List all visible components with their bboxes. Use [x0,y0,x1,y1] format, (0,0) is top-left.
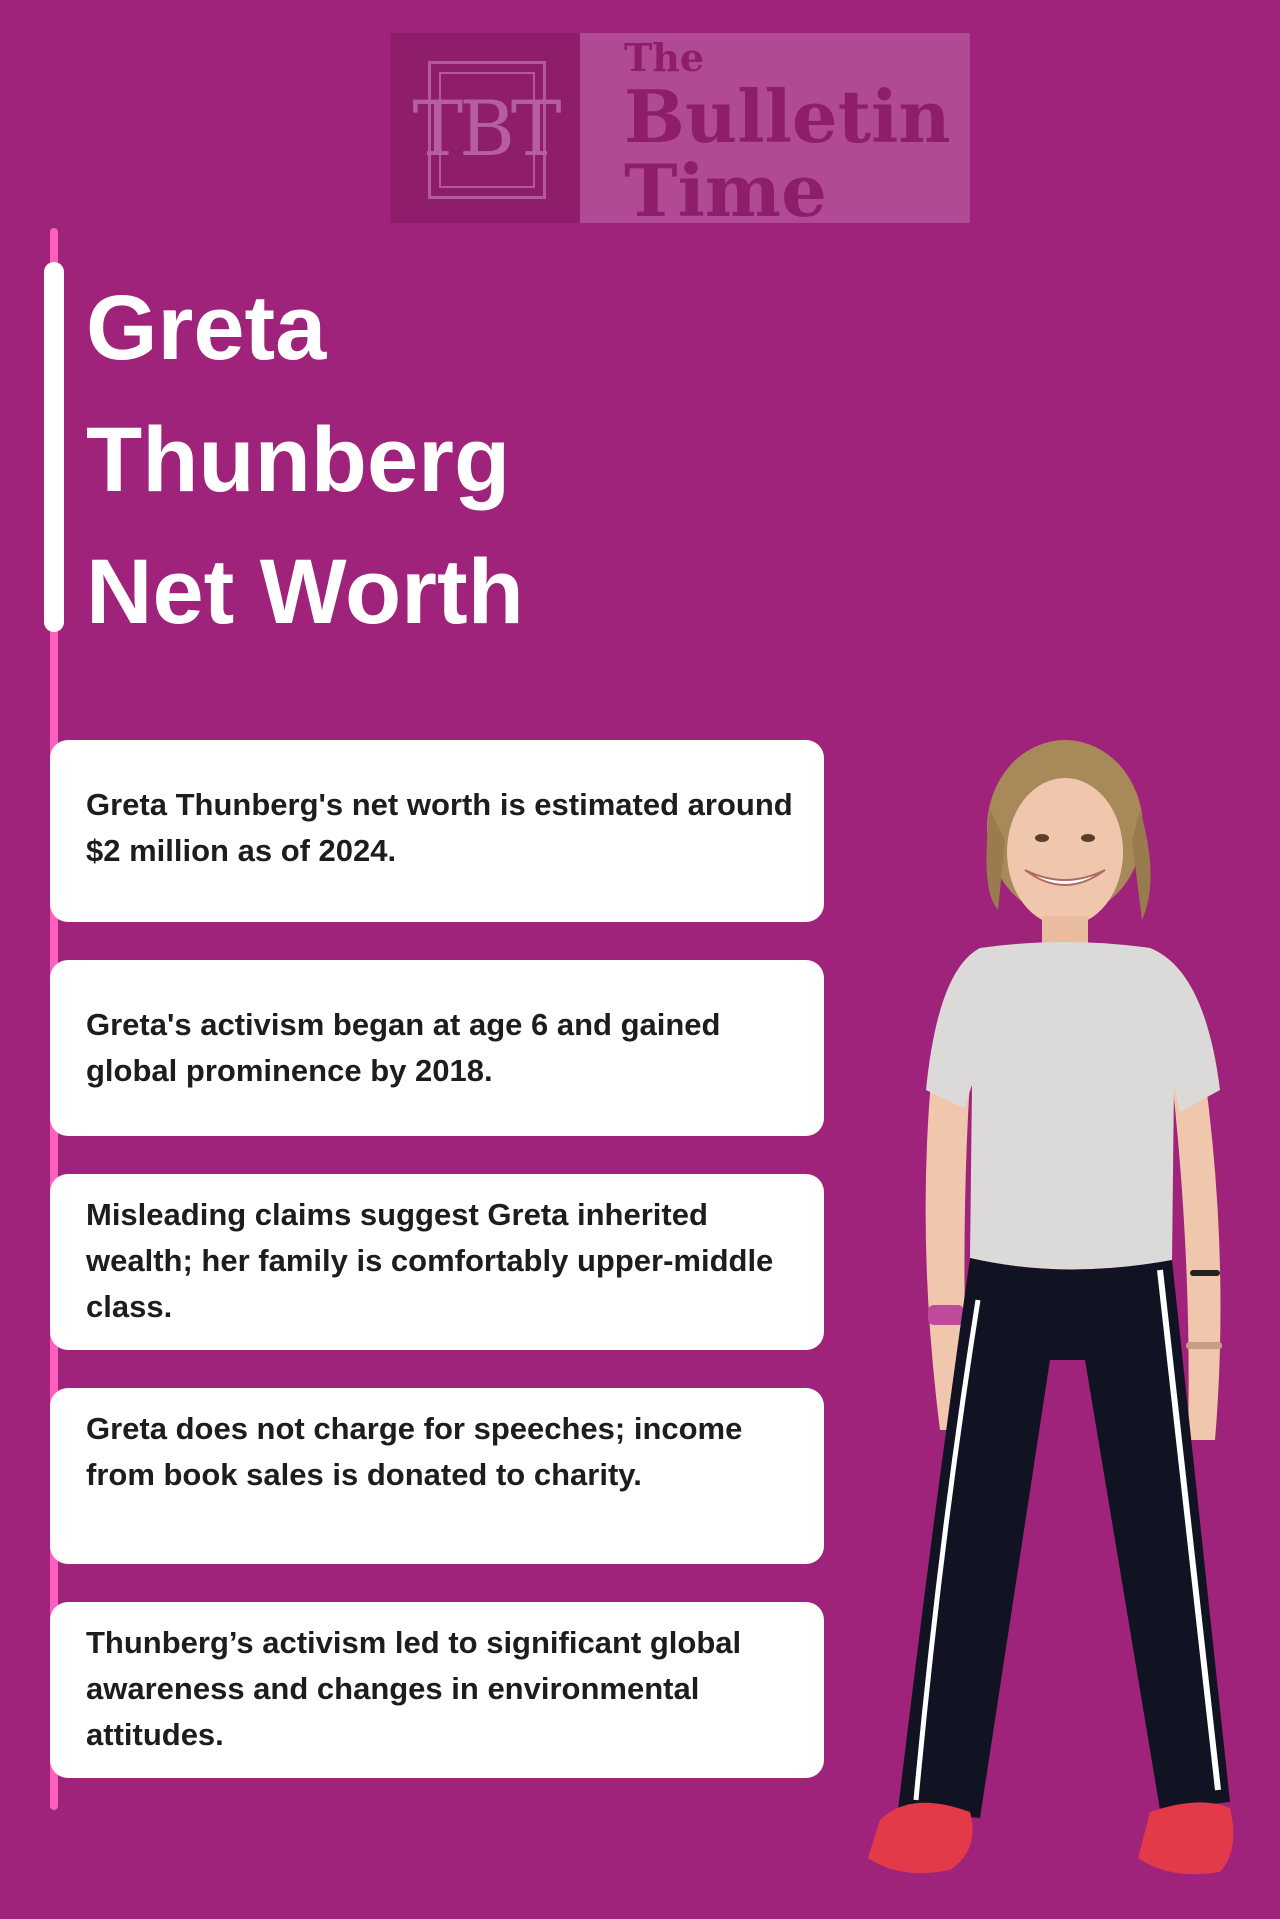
title-accent-bar [44,262,64,632]
logo-word-bulletin: Bulletin [624,74,951,159]
fact-card-inheritance-claims [50,1174,824,1350]
face-shape [1007,778,1123,926]
shoe-right [1138,1802,1233,1874]
bracelet-left [928,1305,964,1325]
fact-card-net-worth [50,740,824,922]
logo-monogram-text: TBT [412,83,558,173]
fact-card-speeches [50,1388,824,1564]
eye-right [1081,834,1095,842]
bracelet-right-1 [1190,1270,1220,1276]
logo-word-time: Time [624,148,827,233]
page-title [86,262,686,658]
fact-text: Greta does not charge for speeches; income from book sales is donated to charity. [86,1411,743,1492]
logo-monogram [390,33,580,223]
person-photo [820,740,1280,1919]
fact-card-impact [50,1602,824,1778]
fact-text: Greta Thunberg's net worth is estimated around $2 million as of 2024. [86,787,793,868]
fact-text: Thunberg’s activism led to significant global awareness and changes in environmental attitudes. [86,1625,742,1752]
brand-logo [390,33,970,233]
eye-left [1035,834,1049,842]
logo-word-the: The [624,35,705,80]
logo-wordmark [580,33,970,233]
bracelet-right-2 [1186,1342,1222,1349]
fact-card-activism-start [50,960,824,1136]
title-line-1: Greta [86,277,327,379]
fact-text: Greta's activism began at age 6 and gained global prominence by 2018. [86,1007,721,1088]
title-line-3: Net Worth [86,541,524,643]
fact-cards [50,740,824,1816]
fact-text: Misleading claims suggest Greta inherited wealth; her family is comfortably upper-middle class. [86,1197,774,1324]
title-line-2: Thunberg [86,409,511,511]
shoe-left [868,1803,973,1873]
